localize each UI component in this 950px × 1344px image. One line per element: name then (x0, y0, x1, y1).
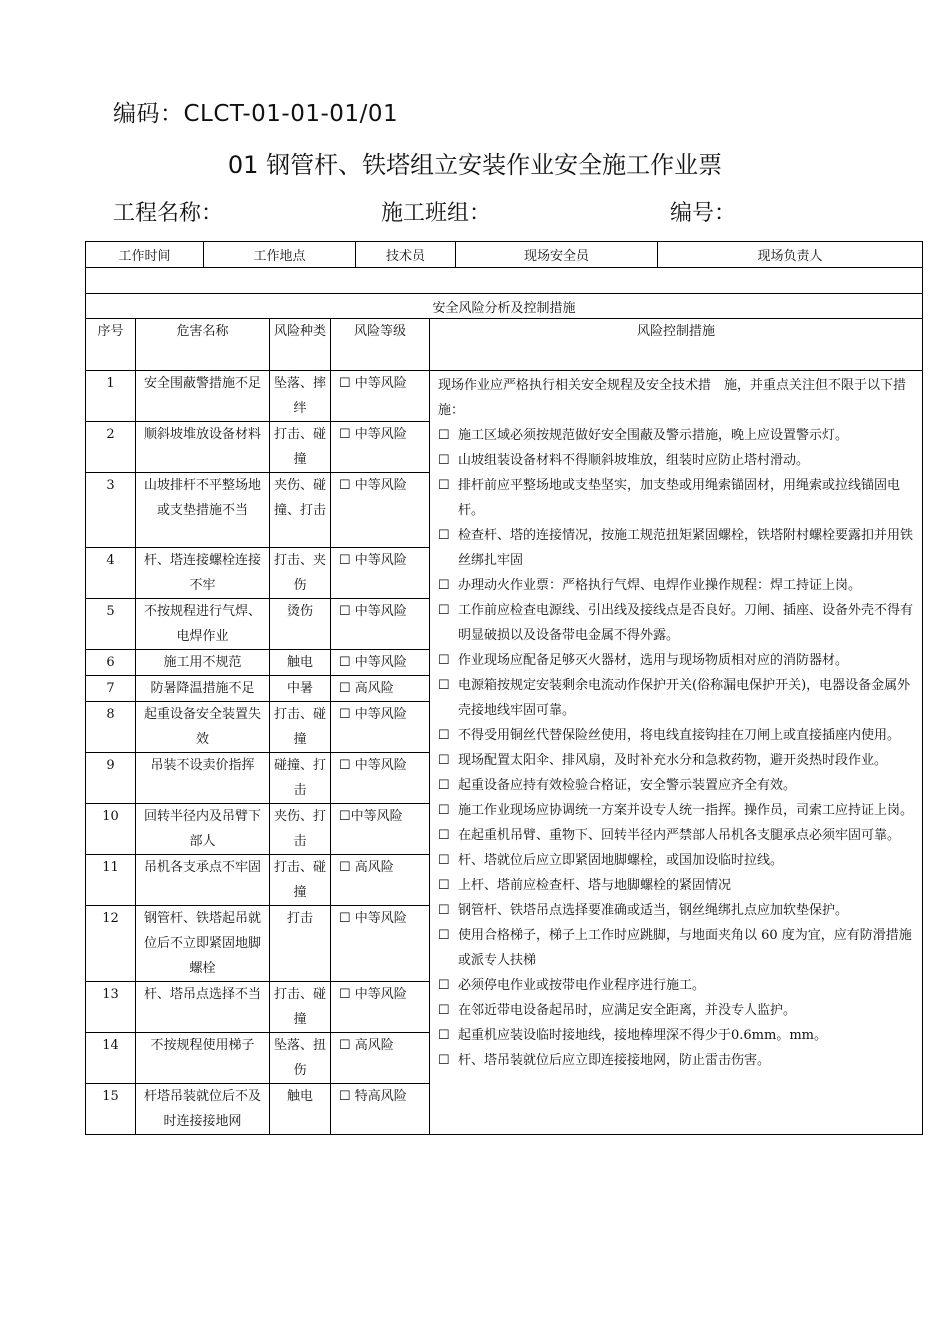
measure-item (438, 423, 916, 448)
risk-level: ☐ 中等风险 (331, 650, 430, 676)
measure-text: 杆、塔吊装就位后应立即连接接地网，防止雷击伤害。 (458, 1053, 771, 1068)
risk-hazard-name: 安全围蔽警措施不足 (136, 371, 270, 422)
checkbox-icon: ☐ (438, 878, 450, 893)
measure-text: 电源箱按规定安装剩余电流动作保护开关(俗称漏电保护开关)，电器设备金属外壳接地线牢固可靠。 (458, 678, 911, 718)
measure-text: 施工作业现场应协调统一方案并设专人统一指挥。操作员，司索工应持证上岗。 (458, 803, 914, 818)
measure-text: 使用合格梯子，梯子上工作时应跳脚，与地面夹角以 60 度为宜，应有防滑措施或派专人扶梯 (458, 928, 912, 968)
risk-row (86, 371, 923, 422)
risk-hazard-name: 回转半径内及吊臂下部人 (136, 804, 270, 855)
risk-level: ☐中等风险 (331, 804, 430, 855)
checkbox-icon: ☐ (438, 603, 450, 618)
measure-item (438, 523, 916, 573)
document-code: 编码：CLCT-01-01-01/01 (113, 101, 399, 127)
risk-hazard-name: 杆、塔吊点选择不当 (136, 982, 270, 1033)
measure-item (438, 823, 916, 848)
info-header-cell: 现场负责人 (757, 249, 823, 264)
measures-intro: 现场作业应严格执行相关安全规程及安全技术措 施，并重点关注但不限于以下措施： (438, 378, 907, 418)
risk-level: ☐ 高风险 (331, 855, 430, 906)
risk-no: 12 (86, 906, 136, 982)
risk-type: 打击、夹伤 (270, 548, 331, 599)
measure-text: 起重机应装设临时接地线，接地棒埋深不得少于0.6mm。mm。 (458, 1028, 827, 1043)
checkbox-icon: ☐ (438, 678, 450, 693)
risk-type: 碰撞、打击 (270, 753, 331, 804)
risk-hazard-name: 吊机各支承点不牢固 (136, 855, 270, 906)
checkbox-icon: ☐ (438, 728, 450, 743)
risk-level: ☐ 高风险 (331, 1033, 430, 1084)
risk-no: 14 (86, 1033, 136, 1084)
measure-item (438, 598, 916, 648)
measure-item (438, 648, 916, 673)
risk-type: 夹伤、打击 (270, 804, 331, 855)
risk-no: 10 (86, 804, 136, 855)
info-blank-row (85, 267, 923, 294)
risk-type: 打击、碰撞 (270, 422, 331, 473)
measure-item (438, 448, 916, 473)
risk-hazard-name: 山坡排杆不平整场地或支垫措施不当 (136, 473, 270, 548)
info-header-row (85, 241, 923, 268)
risk-level: ☐ 高风险 (331, 676, 430, 702)
risk-type: 触电 (270, 1084, 331, 1135)
measure-item (438, 1048, 916, 1073)
risk-no: 13 (86, 982, 136, 1033)
measure-item (438, 1023, 916, 1048)
project-name-label: 工程名称： (113, 201, 224, 226)
measure-item (438, 998, 916, 1023)
checkbox-icon: ☐ (438, 528, 450, 543)
risk-no: 5 (86, 599, 136, 650)
risk-hazard-name: 吊装不设卖价指挥 (136, 753, 270, 804)
risk-no: 8 (86, 702, 136, 753)
column-header-hazard: 危害名称 (136, 319, 270, 371)
number-label: 编号： (670, 201, 737, 226)
risk-hazard-name: 杆塔吊装就位后不及时连接接地网 (136, 1084, 270, 1135)
risk-level: ☐ 特高风险 (331, 1084, 430, 1135)
checkbox-icon: ☐ (438, 478, 450, 493)
risk-level: ☐ 中等风险 (331, 906, 430, 982)
measure-text: 排杆前应平整场地或支垫坚实，加支垫或用绳索锚固材，用绳索或拉线锚固电杆。 (458, 478, 901, 518)
measure-item (438, 723, 916, 748)
checkbox-icon: ☐ (438, 453, 450, 468)
risk-control-measures (430, 371, 923, 1135)
info-header-cell: 现场安全员 (456, 242, 658, 267)
risk-hazard-name: 杆、塔连接螺栓连接不牢 (136, 548, 270, 599)
measure-item (438, 923, 916, 973)
measure-item (438, 848, 916, 873)
risk-hazard-name: 不按规程使用梯子 (136, 1033, 270, 1084)
risk-no: 6 (86, 650, 136, 676)
risk-no: 1 (86, 371, 136, 422)
risk-level: ☐ 中等风险 (331, 473, 430, 548)
risk-type: 烫伤 (270, 599, 331, 650)
risk-type: 打击、碰撞 (270, 855, 331, 906)
measure-text: 上杆、塔前应检查杆、塔与地脚螺栓的紧固情况 (458, 878, 732, 893)
measure-text: 杆、塔就位后应立即紧固地脚螺栓，或国加设临时拉线。 (458, 853, 784, 868)
risk-no: 15 (86, 1084, 136, 1135)
measure-item (438, 873, 916, 898)
measure-text: 必须停电作业或按带电作业程序进行施工。 (458, 978, 706, 993)
measure-text: 在起重机吊臂、重物下、回转半径内严禁部人吊机各支腿承点必须牢固可靠。 (458, 828, 901, 843)
risk-table (85, 318, 923, 1135)
info-header-cell: 工作时间 (86, 242, 204, 267)
measure-text: 起重设备应持有效检验合格证，安全警示装置应齐全有效。 (458, 778, 797, 793)
checkbox-icon: ☐ (438, 653, 450, 668)
risk-type: 坠落、摔绊 (270, 371, 331, 422)
risk-no: 7 (86, 676, 136, 702)
section-title: 安全风险分析及控制措施 (85, 293, 923, 319)
checkbox-icon: ☐ (438, 928, 450, 943)
checkbox-icon: ☐ (438, 428, 450, 443)
risk-hazard-name: 钢管杆、铁塔起吊就位后不立即紧固地脚螺栓 (136, 906, 270, 982)
risk-no: 4 (86, 548, 136, 599)
risk-type: 打击 (270, 906, 331, 982)
measure-item (438, 473, 916, 523)
measure-text: 工作前应检查电源线、引出线及接线点是否良好。刀闸、插座、设备外壳不得有明显破损以及设备带电金属不得外露。 (458, 603, 914, 643)
risk-level: ☐ 中等风险 (331, 982, 430, 1033)
risk-hazard-name: 施工用不规范 (136, 650, 270, 676)
measure-item (438, 898, 916, 923)
risk-level: ☐ 中等风险 (331, 422, 430, 473)
team-label: 施工班组： (381, 201, 492, 226)
measure-item (438, 773, 916, 798)
checkbox-icon: ☐ (438, 903, 450, 918)
measure-item (438, 798, 916, 823)
measure-item (438, 748, 916, 773)
risk-type: 夹伤、碰撞、打击 (270, 473, 331, 548)
column-header-level: 风险等级 (331, 319, 430, 371)
risk-no: 11 (86, 855, 136, 906)
column-header-type: 风险种类 (270, 319, 331, 371)
column-header-no: 序号 (86, 319, 136, 371)
measure-text: 办理动火作业票：严格执行气焊、电焊作业操作规程：焊工持证上岗。 (458, 578, 862, 593)
risk-hazard-name: 起重设备安全装置失效 (136, 702, 270, 753)
checkbox-icon: ☐ (438, 803, 450, 818)
risk-no: 3 (86, 473, 136, 548)
checkbox-icon: ☐ (438, 1028, 450, 1043)
risk-hazard-name: 顺斜坡堆放设备材料 (136, 422, 270, 473)
risk-type: 打击、碰撞 (270, 982, 331, 1033)
risk-type: 触电 (270, 650, 331, 676)
measure-text: 检查杆、塔的连接情况，按施工规范扭矩紧固螺栓，铁塔附村螺栓要露扣并用铁丝绑扎牢固 (458, 528, 914, 568)
checkbox-icon: ☐ (438, 753, 450, 768)
risk-type: 坠落、扭伤 (270, 1033, 331, 1084)
measure-text: 作业现场应配备足够灭火器材，选用与现场物质相对应的消防器材。 (458, 653, 849, 668)
info-header-cell: 工作地点 (204, 242, 356, 267)
risk-level: ☐ 中等风险 (331, 548, 430, 599)
measure-text: 山坡组装设备材料不得顺斜坡堆放，组装时应防止塔村滑动。 (458, 453, 810, 468)
risk-level: ☐ 中等风险 (331, 702, 430, 753)
checkbox-icon: ☐ (438, 853, 450, 868)
checkbox-icon: ☐ (438, 1053, 450, 1068)
checkbox-icon: ☐ (438, 778, 450, 793)
measure-text: 施工区域必须按规范做好安全围蔽及警示措施，晚上应设置警示灯。 (458, 428, 849, 443)
risk-level: ☐ 中等风险 (331, 599, 430, 650)
measure-text: 在邻近带电设备起吊时，应满足安全距离，并没专人监护。 (458, 1003, 797, 1018)
risk-level: ☐ 中等风险 (331, 371, 430, 422)
info-header-cell: 技术员 (356, 242, 456, 267)
document-title: 01 钢管杆、铁塔组立安装作业安全施工作业票 (227, 151, 723, 179)
risk-hazard-name: 防暑降温措施不足 (136, 676, 270, 702)
measure-item (438, 973, 916, 998)
checkbox-icon: ☐ (438, 828, 450, 843)
measure-item (438, 673, 916, 723)
risk-level: ☐ 中等风险 (331, 753, 430, 804)
risk-no: 9 (86, 753, 136, 804)
risk-no: 2 (86, 422, 136, 473)
risk-type: 打击、碰撞 (270, 702, 331, 753)
column-header-measures: 风险控制措施 (430, 319, 923, 371)
checkbox-icon: ☐ (438, 978, 450, 993)
checkbox-icon: ☐ (438, 1003, 450, 1018)
checkbox-icon: ☐ (438, 578, 450, 593)
column-header-row (86, 319, 923, 371)
risk-type: 中暑 (270, 676, 331, 702)
measure-text: 不得受用铜丝代替保险丝使用，将电线直接钩挂在刀闸上或直接插座内使用。 (458, 728, 901, 743)
risk-hazard-name: 不按规程进行气焊、电焊作业 (136, 599, 270, 650)
measure-text: 现场配置太阳伞、排风扇，及时补充水分和急救药物，避开炎热时段作业。 (458, 753, 888, 768)
measure-text: 钢管杆、铁塔吊点选择要准确或适当，钢丝绳绑扎点应加软垫保护。 (458, 903, 849, 918)
measure-item (438, 573, 916, 598)
